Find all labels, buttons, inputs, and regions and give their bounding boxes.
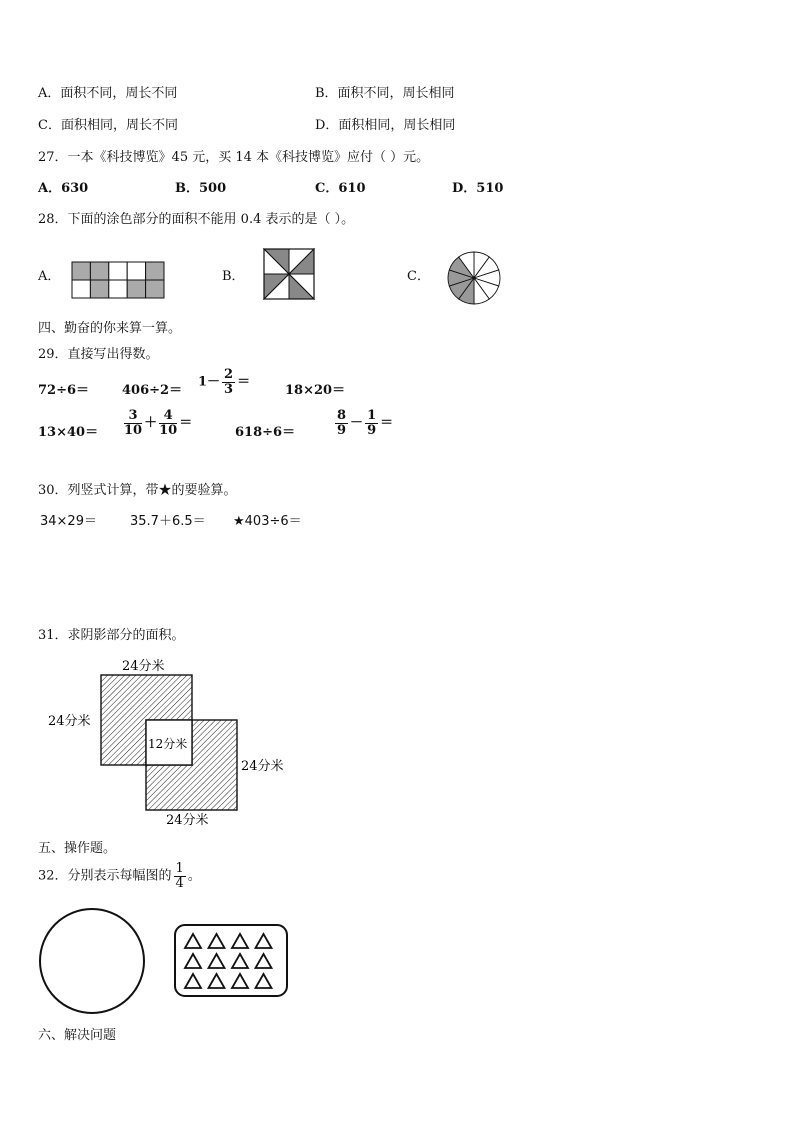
calc-29-6: $\frac{3}{10}$ ＋ $\frac{4}{10}$ ＝ — [124, 408, 193, 438]
calc-29-2: 406÷2＝ — [122, 383, 183, 398]
grid-cell — [127, 262, 145, 280]
option-28-c-label: C． — [407, 269, 430, 284]
section-6-heading: 六、解决问题 — [38, 1028, 117, 1043]
option-27-a: A．630 — [38, 181, 89, 196]
option-27-d: D．510 — [452, 181, 504, 196]
grid-cell — [146, 262, 164, 280]
option-28-b-label: B． — [222, 269, 245, 284]
question-30: 30．列竖式计算，带★的要验算。 — [38, 483, 237, 498]
option-28-a-label: A． — [38, 269, 61, 284]
section-5-heading: 五、操作题。 — [38, 841, 117, 856]
calc-29-5: 13×40＝ — [38, 425, 99, 440]
option-26-b: B．面积不同，周长相同 — [315, 86, 455, 101]
grid-cell — [109, 280, 127, 298]
question-32: 32．分别表示每幅图的 $\frac{1}{4}$ 。 — [38, 861, 201, 891]
grid-cell — [90, 280, 108, 298]
label-left: 24分米 — [48, 714, 91, 729]
grid-cell — [90, 262, 108, 280]
option-27-b: B．500 — [175, 181, 227, 196]
overlapping-squares-figure — [40, 652, 300, 832]
question-29: 29．直接写出得数。 — [38, 347, 159, 362]
calc-29-1: 72÷6＝ — [38, 383, 90, 398]
fraction-denominator: 3 — [224, 381, 234, 397]
question-27: 27．一本《科技博览》45 元，买 14 本《科技博览》应付（ ）元。 — [38, 150, 430, 165]
label-center: 12分米 — [148, 737, 188, 751]
shaded-square-figure — [263, 248, 315, 300]
calc-29-8: $\frac{8}{9}$ － $\frac{1}{9}$ ＝ — [337, 408, 394, 438]
shaded-circle-figure — [446, 250, 502, 306]
grid-cell — [109, 262, 127, 280]
calc-29-3: 1－ $\frac{2}{3}$ ＝ — [198, 367, 251, 397]
vertical-calc-2: 35.7＋6.5＝ — [130, 514, 206, 529]
label-top: 24分米 — [122, 659, 165, 674]
calc-29-7: 618÷6＝ — [235, 425, 296, 440]
shaded-grid-figure — [71, 261, 165, 299]
calc-29-4: 18×20＝ — [285, 383, 346, 398]
question-31: 31．求阴影部分的面积。 — [38, 628, 185, 643]
grid-cell — [127, 280, 145, 298]
grid-cell — [72, 262, 90, 280]
label-bottom: 24分米 — [166, 813, 209, 828]
vertical-calc-3: ★403÷6＝ — [233, 514, 302, 529]
vertical-calc-1: 34×29＝ — [40, 514, 97, 529]
option-26-d: D．面积相同，周长相同 — [315, 118, 456, 133]
label-right: 24分米 — [241, 759, 284, 774]
option-26-a: A．面积不同，周长不同 — [38, 86, 178, 101]
option-26-c: C．面积相同，周长不同 — [38, 118, 178, 133]
triangles-figure — [174, 924, 288, 998]
blank-circle-figure — [38, 907, 146, 1015]
fraction-numerator: 2 — [224, 367, 234, 382]
question-28: 28．下面的涂色部分的面积不能用 0.4 表示的是（ ）。 — [38, 212, 355, 227]
grid-cell — [72, 280, 90, 298]
grid-cell — [146, 280, 164, 298]
section-4-heading: 四、勤奋的你来算一算。 — [38, 321, 182, 336]
option-27-c: C．610 — [315, 181, 366, 196]
